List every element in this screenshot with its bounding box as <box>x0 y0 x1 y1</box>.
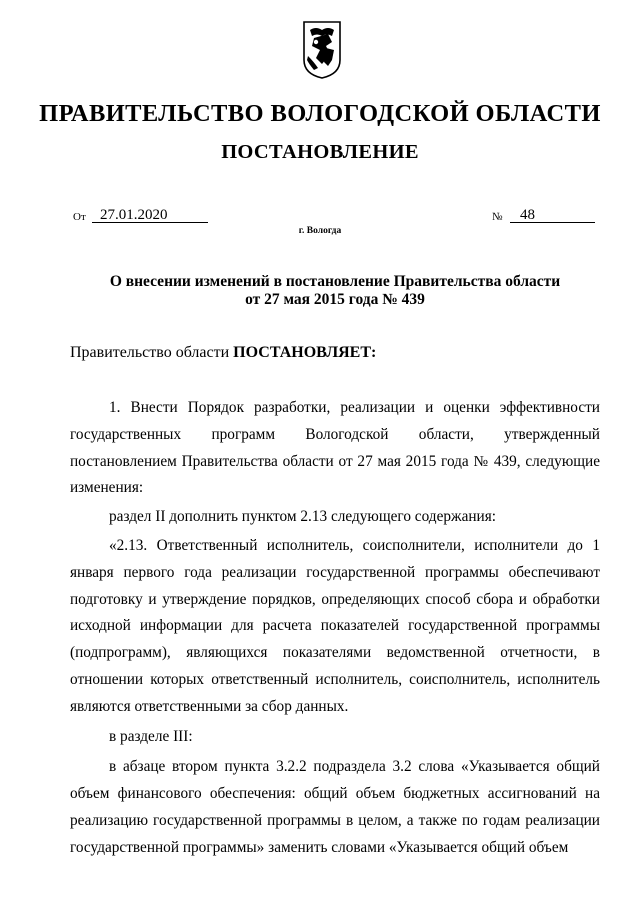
title-line-1: О внесении изменений в постановление Правительства области <box>109 273 561 290</box>
preamble-subject: Правительство области <box>70 344 230 361</box>
paragraph-1: 1. Внести Порядок разработки, реализации и оценки эффективности государственных программ Вологодской области, утвержденный постановлением Правительства области от 27 мая 2015 года № 439, следующие изменения: <box>70 399 600 497</box>
paragraph-4: в разделе III: <box>109 727 193 745</box>
paragraph-3: «2.13. Ответственный исполнитель, соисполнители, исполнители до 1 января первого года реализации государственной программы обеспечивают подготовку и утверждение порядков, определяющих способ сбора и обработки исходной информации для расчета показателей государственной программы (подпрограмм), являющихся показателями ведомственной отчетности, в отношении которых ответственный исполнитель, соисполнитель, исполнитель являются ответственными за сбор данных. <box>70 536 600 715</box>
document-type: ПОСТАНОВЛЕНИЕ <box>221 141 419 163</box>
title-line-2: от 27 мая 2015 года № 439 <box>245 291 425 308</box>
paragraph-5: в абзаце втором пункта 3.2.2 подраздела 3.2 слова «Указывается общий объем финансового обеспечения: общий объем бюджетных ассигнований на реализацию государственной программы в целом, а также по годам реализации государственной программы» заменить словами «Указывается общий объем <box>70 758 600 856</box>
preamble-verb: ПОСТАНОВЛЯЕТ: <box>233 344 377 361</box>
city-label: г. Вологда <box>298 226 342 236</box>
document-title <box>70 273 600 309</box>
number-field: 48 <box>510 207 595 223</box>
coat-of-arms-icon <box>302 20 342 80</box>
preamble <box>70 344 376 362</box>
document-body <box>70 395 600 862</box>
date-label: От <box>73 211 86 223</box>
date-field: 27.01.2020 <box>92 207 208 223</box>
number-label: № <box>492 211 503 223</box>
organization-name: ПРАВИТЕЛЬСТВО ВОЛОГОДСКОЙ ОБЛАСТИ <box>39 100 601 127</box>
paragraph-2: раздел II дополнить пунктом 2.13 следующего содержания: <box>109 508 497 526</box>
